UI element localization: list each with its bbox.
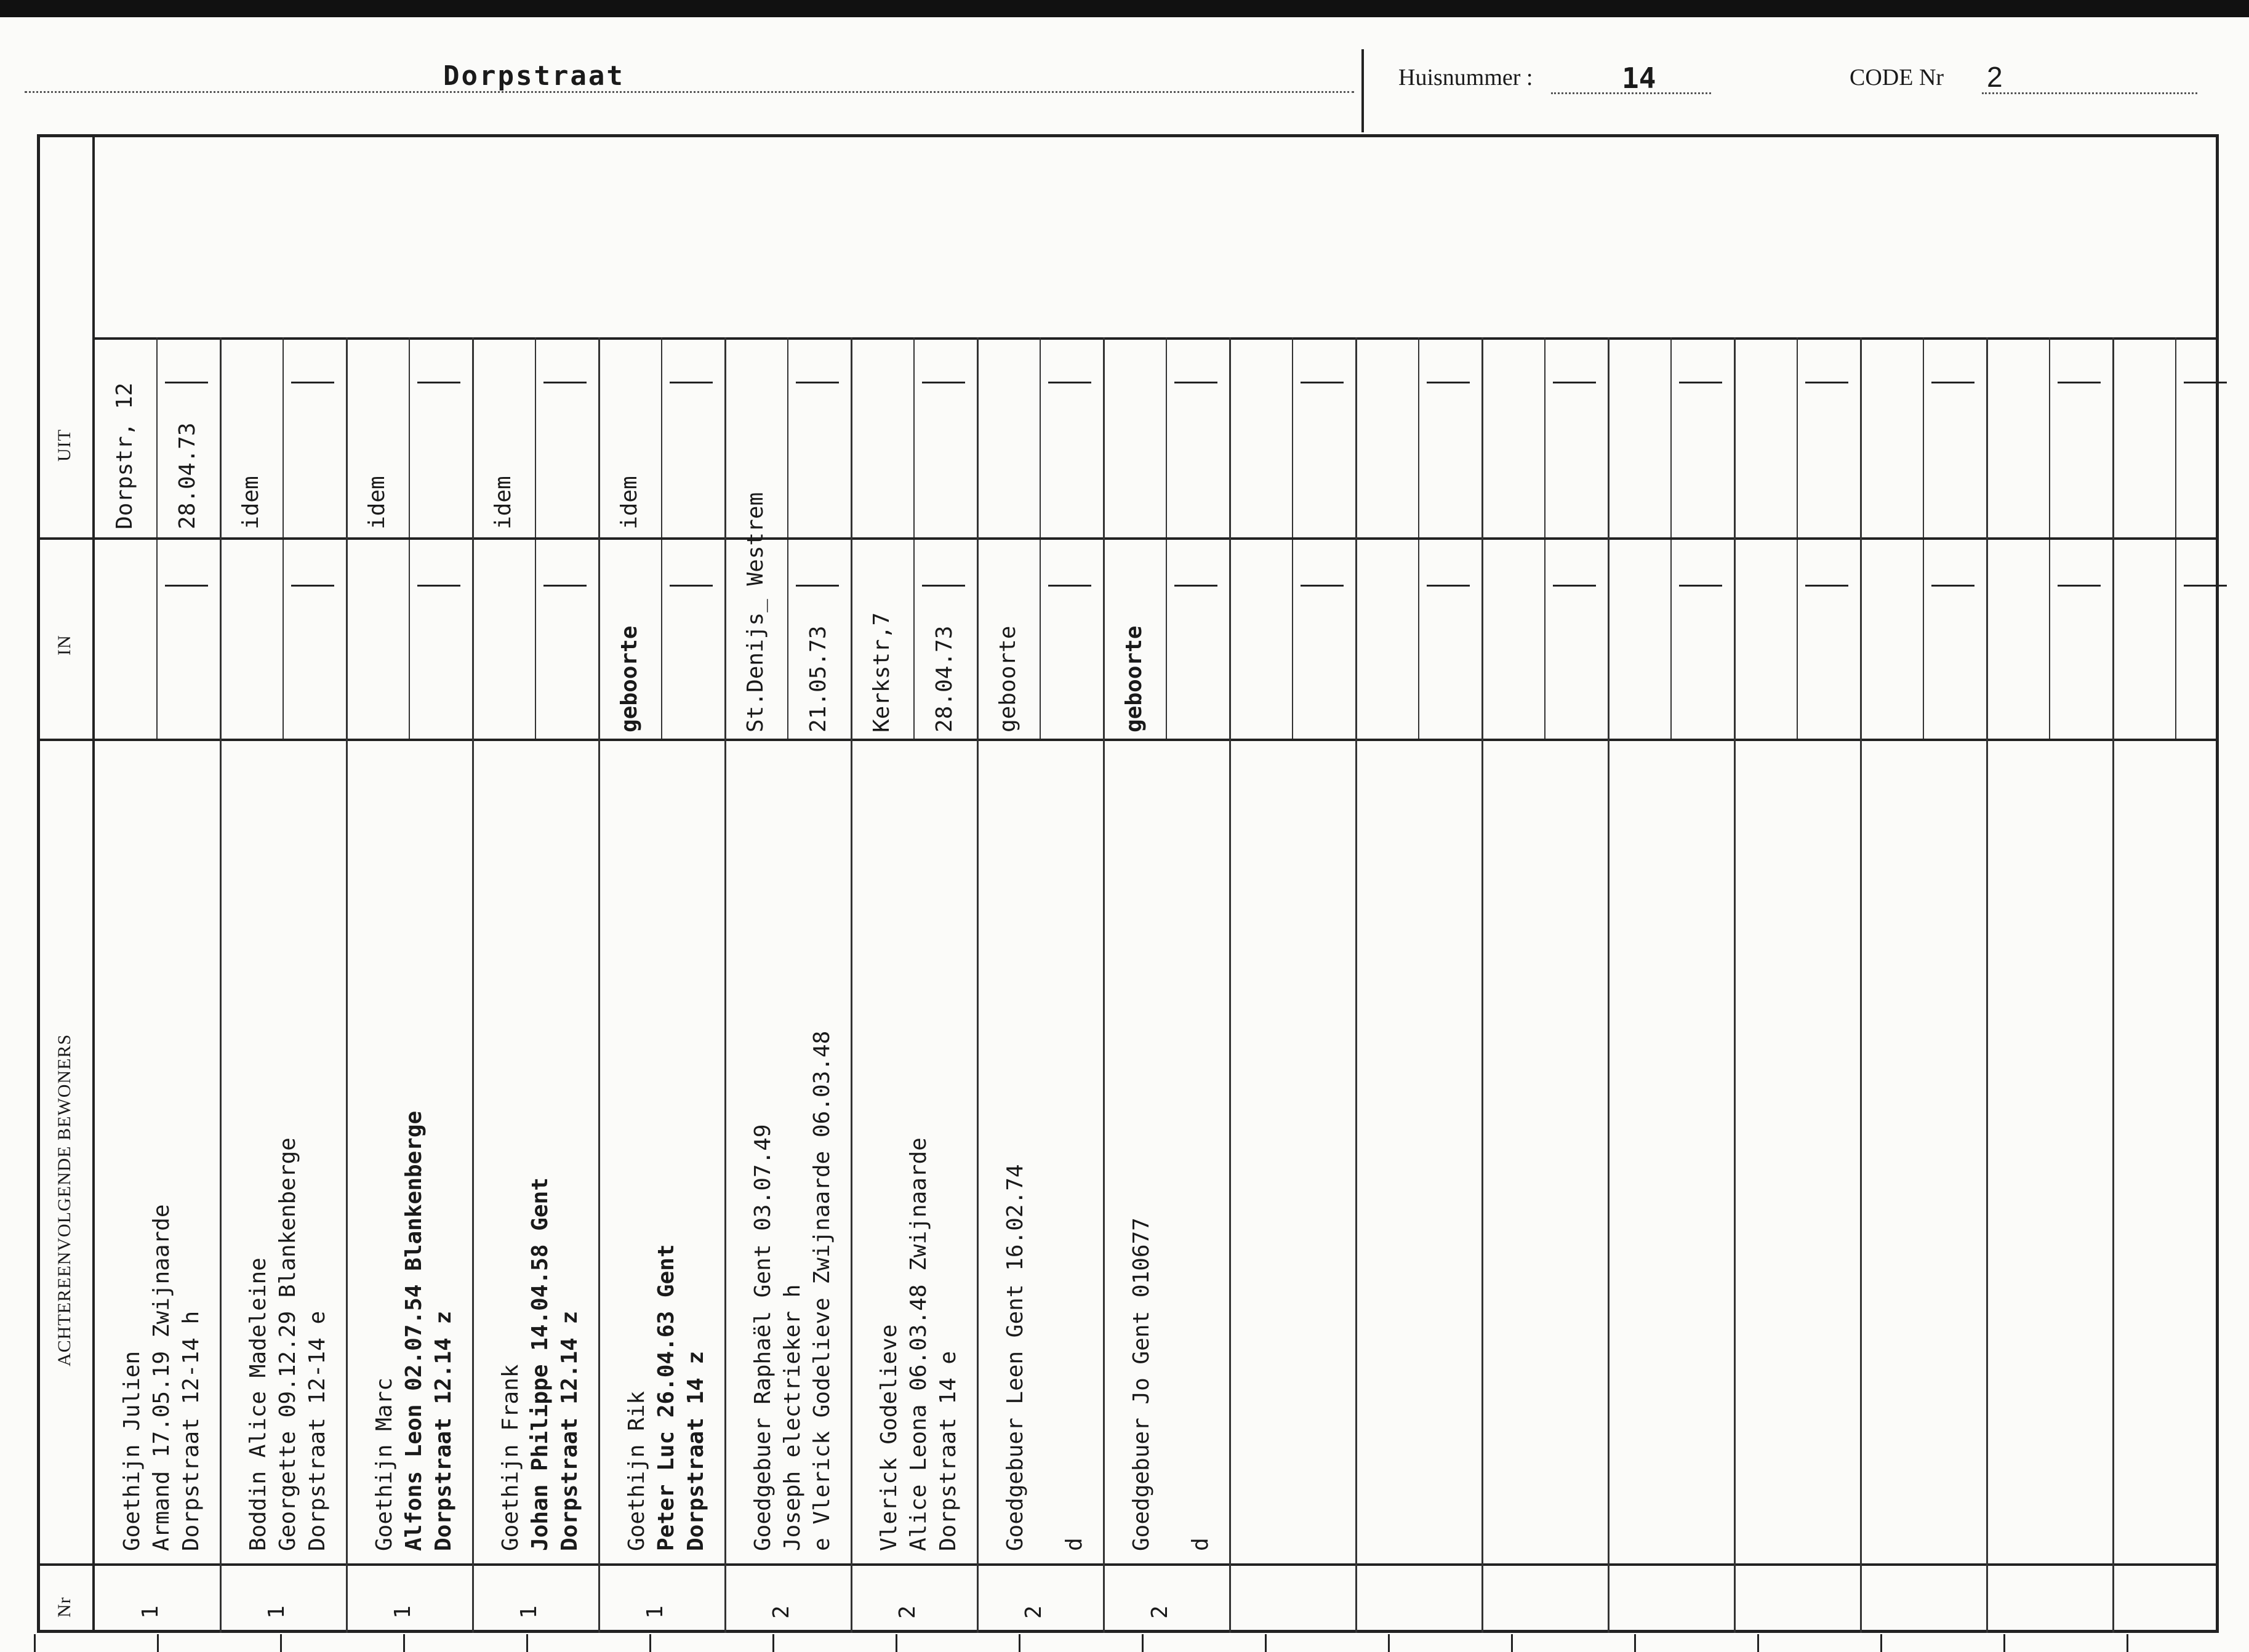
resident-line: Goedgebuer Jo Gent 010677 [1129,1217,1154,1551]
resident-line: Goedgebuer Raphaël Gent 03.07.49 [750,1124,776,1551]
street-name: Dorpstraat [443,60,625,92]
empty-dash [2058,585,2101,587]
resident-line: Joseph electrieker h [780,1284,805,1551]
empty-dash [165,585,208,587]
column-divider [1986,337,1988,1633]
resident-line: Goethijn Marc [372,1377,397,1551]
column-divider [1608,337,1610,1633]
empty-dash [1048,585,1091,587]
bottom-tick [403,1634,405,1652]
empty-dash [417,585,460,587]
bottom-tick [896,1634,897,1652]
huisnummer-value: 14 [1622,62,1656,95]
uit-place: idem [238,476,263,529]
empty-dash [796,585,839,587]
in-place: St.Denijs_ Westrem [743,492,768,732]
resident-line: Alice Leona 06.03.48 Zwijnaarde [906,1137,931,1551]
empty-dash [1553,585,1596,587]
uit-place: idem [364,476,390,529]
empty-dash [2184,585,2227,587]
subcolumn-divider [409,540,410,739]
subcolumn-divider [2175,337,2176,537]
column-divider [1734,337,1736,1633]
empty-dash [1553,382,1596,383]
bottom-tick [526,1634,528,1652]
empty-dash [1174,585,1217,587]
empty-dash [417,382,460,383]
subcolumn-divider [1418,540,1419,739]
subcolumn-divider [156,540,158,739]
huisnummer-label: Huisnummer : [1398,65,1533,90]
subcolumn-divider [1670,337,1672,537]
resident-line: Johan Philippe 14.04.58 Gent [527,1177,553,1551]
resident-line: Dorpstraat 14 e [936,1350,961,1551]
resident-line: Goedgebuer Leen Gent 16.02.74 [1003,1164,1028,1551]
bottom-tick [1142,1634,1144,1652]
empty-dash [1301,585,1344,587]
row-nr: 2 [895,1605,920,1619]
code-label: CODE Nr [1850,65,1944,90]
empty-dash [165,382,208,383]
empty-dash [1931,585,1974,587]
section-label-nr: Nr [54,1597,74,1618]
bottom-tick [157,1634,159,1652]
row-nr: 1 [138,1605,163,1619]
subcolumn-divider [1923,337,1924,537]
resident-line: Alfons Leon 02.07.54 Blankenberge [401,1110,427,1551]
uit-place: idem [491,476,516,529]
resident-line: Boddin Alice Madeleine [246,1257,271,1551]
header-dotted-line [25,91,1354,93]
empty-dash [1174,382,1217,383]
column-divider [724,337,726,1633]
bottom-tick [1265,1634,1267,1652]
column-divider [220,337,222,1633]
resident-line: Dorpstraat 12.14 z [431,1310,456,1551]
bottom-tick [1634,1634,1636,1652]
in-place: geboorte [617,625,642,732]
empty-dash [2184,382,2227,383]
column-divider [1860,337,1862,1633]
subcolumn-divider [661,540,662,739]
empty-dash [1805,382,1848,383]
row-nr: 1 [264,1605,289,1619]
bottom-tick [280,1634,282,1652]
column-divider [472,337,474,1633]
subcolumn-divider [661,337,662,537]
empty-dash [922,585,965,587]
column-divider [598,337,600,1633]
bottom-tick [649,1634,651,1652]
resident-line: Goethijn Rik [624,1390,649,1551]
subcolumn-divider [535,337,536,537]
resident-line: d [1188,1538,1213,1551]
subcolumn-divider [1544,337,1545,537]
subcolumn-divider [2175,540,2176,739]
subcolumn-divider [787,337,788,537]
resident-line: Goethijn Frank [498,1364,523,1551]
subcolumn-divider [1292,540,1293,739]
empty-dash [1048,382,1091,383]
column-divider [1229,337,1231,1633]
uit-place: idem [617,476,642,529]
subcolumn-divider [2049,337,2050,537]
empty-dash [670,585,713,587]
column-divider [2112,337,2114,1633]
line-bewoners-nr [37,1563,2219,1566]
bottom-tick [1880,1634,1882,1652]
section-label-in: IN [54,635,74,656]
subcolumn-divider [1166,540,1167,739]
empty-dash [543,382,587,383]
column-divider [1481,337,1483,1633]
bottom-tick [1019,1634,1020,1652]
resident-line: Peter Luc 26.04.63 Gent [654,1244,679,1551]
subcolumn-divider [156,337,158,537]
uit-place: Dorpstr, 12 [112,382,137,529]
empty-dash [1301,382,1344,383]
section-label-bewoners: ACHTEREENVOLGENDE BEWONERS [54,1033,74,1366]
row-nr: 1 [516,1605,542,1619]
subcolumn-divider [283,540,284,739]
row-nr: 2 [769,1605,794,1619]
subcolumn-divider [535,540,536,739]
column-divider [346,337,348,1633]
subcolumn-divider [1418,337,1419,537]
bottom-tick [34,1634,36,1652]
row-nr: 2 [1147,1605,1173,1619]
empty-dash [670,382,713,383]
subcolumn-divider [1040,540,1041,739]
subcolumn-divider [1040,337,1041,537]
empty-dash [291,382,334,383]
subcolumn-divider [2049,540,2050,739]
in-place: geboorte [1121,625,1147,732]
code-value: 2 [1987,61,2003,93]
empty-dash [1427,585,1470,587]
subcolumn-divider [283,337,284,537]
in-date: 21.05.73 [806,625,831,732]
bottom-tick [1388,1634,1390,1652]
line-label-column [92,134,95,1633]
empty-dash [291,585,334,587]
line-top-empty [94,337,2218,340]
empty-dash [796,382,839,383]
bottom-tick [2003,1634,2005,1652]
empty-dash [1805,585,1848,587]
resident-line: Dorpstraat 12-14 h [178,1310,204,1551]
empty-dash [2058,382,2101,383]
in-place: Kerkstr,7 [869,612,894,732]
resident-line: e Vlerick Godelieve Zwijnaarde 06.03.48 [809,1030,835,1551]
subcolumn-divider [1292,337,1293,537]
resident-line: Armand 17.05.19 Zwijnaarde [149,1204,174,1551]
subcolumn-divider [787,540,788,739]
column-divider [851,337,852,1633]
bottom-tick [1757,1634,1759,1652]
resident-line: Georgette 09.12.29 Blankenberge [275,1137,300,1551]
bottom-tick [1511,1634,1513,1652]
column-divider [1103,337,1105,1633]
row-nr: 1 [643,1605,668,1619]
section-label-uit: UIT [54,429,74,462]
subcolumn-divider [913,337,915,537]
column-divider [1355,337,1357,1633]
empty-dash [543,585,587,587]
header-separator [1361,49,1364,132]
empty-dash [1931,382,1974,383]
empty-dash [922,382,965,383]
line-in-bewoners [37,739,2219,741]
resident-line: Dorpstraat 14 z [683,1350,708,1551]
empty-dash [1679,585,1722,587]
column-divider [977,337,979,1633]
resident-line: Goethijn Julien [119,1350,145,1551]
bottom-tick [2127,1634,2128,1652]
empty-dash [1427,382,1470,383]
in-place: geboorte [995,625,1020,732]
resident-line: Vlerick Godelieve [876,1324,902,1551]
row-nr: 2 [1021,1605,1046,1619]
in-date: 28.04.73 [932,625,957,732]
line-uit-in [37,537,2219,540]
resident-line: d [1062,1538,1087,1551]
subcolumn-divider [1923,540,1924,739]
subcolumn-divider [1544,540,1545,739]
bottom-tick [772,1634,774,1652]
empty-dash [1679,382,1722,383]
top-edge-bar [0,0,2249,17]
uit-date: 28.04.73 [175,422,200,529]
subcolumn-divider [1166,337,1167,537]
subcolumn-divider [1797,337,1798,537]
code-dots [1982,92,2197,94]
subcolumn-divider [409,337,410,537]
row-nr: 1 [390,1605,415,1619]
subcolumn-divider [1797,540,1798,739]
resident-line: Dorpstraat 12-14 e [305,1310,330,1551]
subcolumn-divider [1670,540,1672,739]
subcolumn-divider [913,540,915,739]
resident-line: Dorpstraat 12.14 z [557,1310,582,1551]
